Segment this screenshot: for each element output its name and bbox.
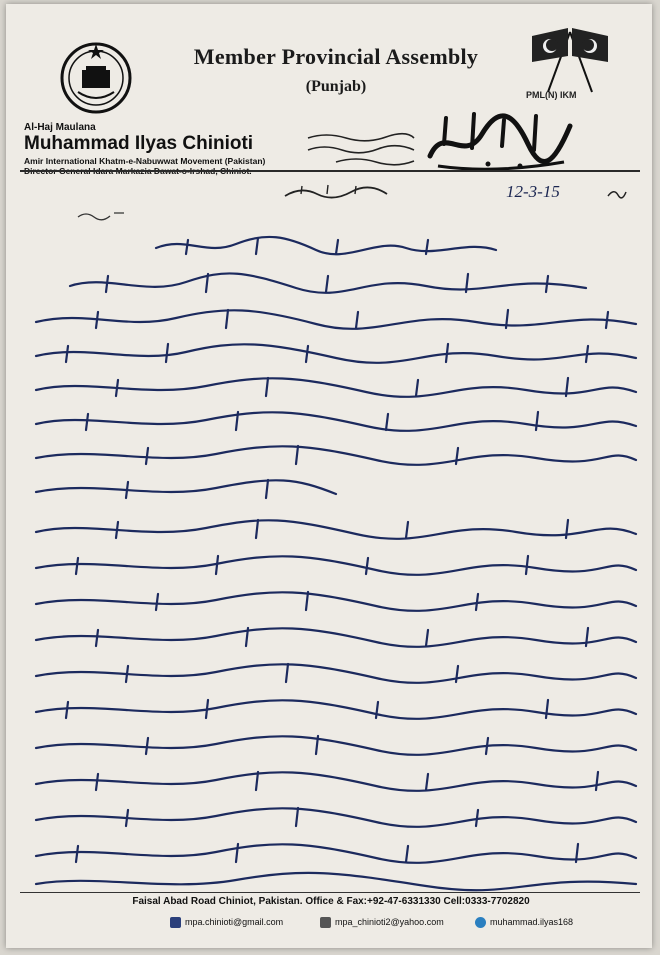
honorific: Al-Haj Maulana [24,122,96,133]
footer-contacts [20,914,640,934]
page-title: Member Provincial Assembly [193,44,479,69]
skype-icon [475,917,486,928]
footer-address: Faisal Abad Road Chiniot, Pakistan. Office & Fax:+92-47-6331330 Cell:0333-7702820 [132,896,530,907]
email-2-text: mpa_chinioti2@yahoo.com [335,917,444,927]
facebook-icon [170,917,181,928]
handwritten-body [6,4,652,948]
designation-line-1: Amir International Khatm-e-Nabuwwat Movement (Pakistan) [24,156,266,166]
footer-email-2 [320,917,444,928]
footer-skype [475,917,573,928]
letterhead-page [6,4,652,948]
footer-divider [20,892,640,893]
sender-name: Muhammad Ilyas Chinioti [24,133,254,154]
page-subtitle: (Punjab) [305,78,367,95]
email-1-text: mpa.chinioti@gmail.com [185,917,284,927]
email-icon [320,917,331,928]
flag-caption: PML(N) IKM [526,90,577,100]
skype-text: muhammad.ilyas168 [490,917,574,927]
letter-date: 12-3-15 [506,182,560,201]
footer-email-1 [170,917,283,928]
